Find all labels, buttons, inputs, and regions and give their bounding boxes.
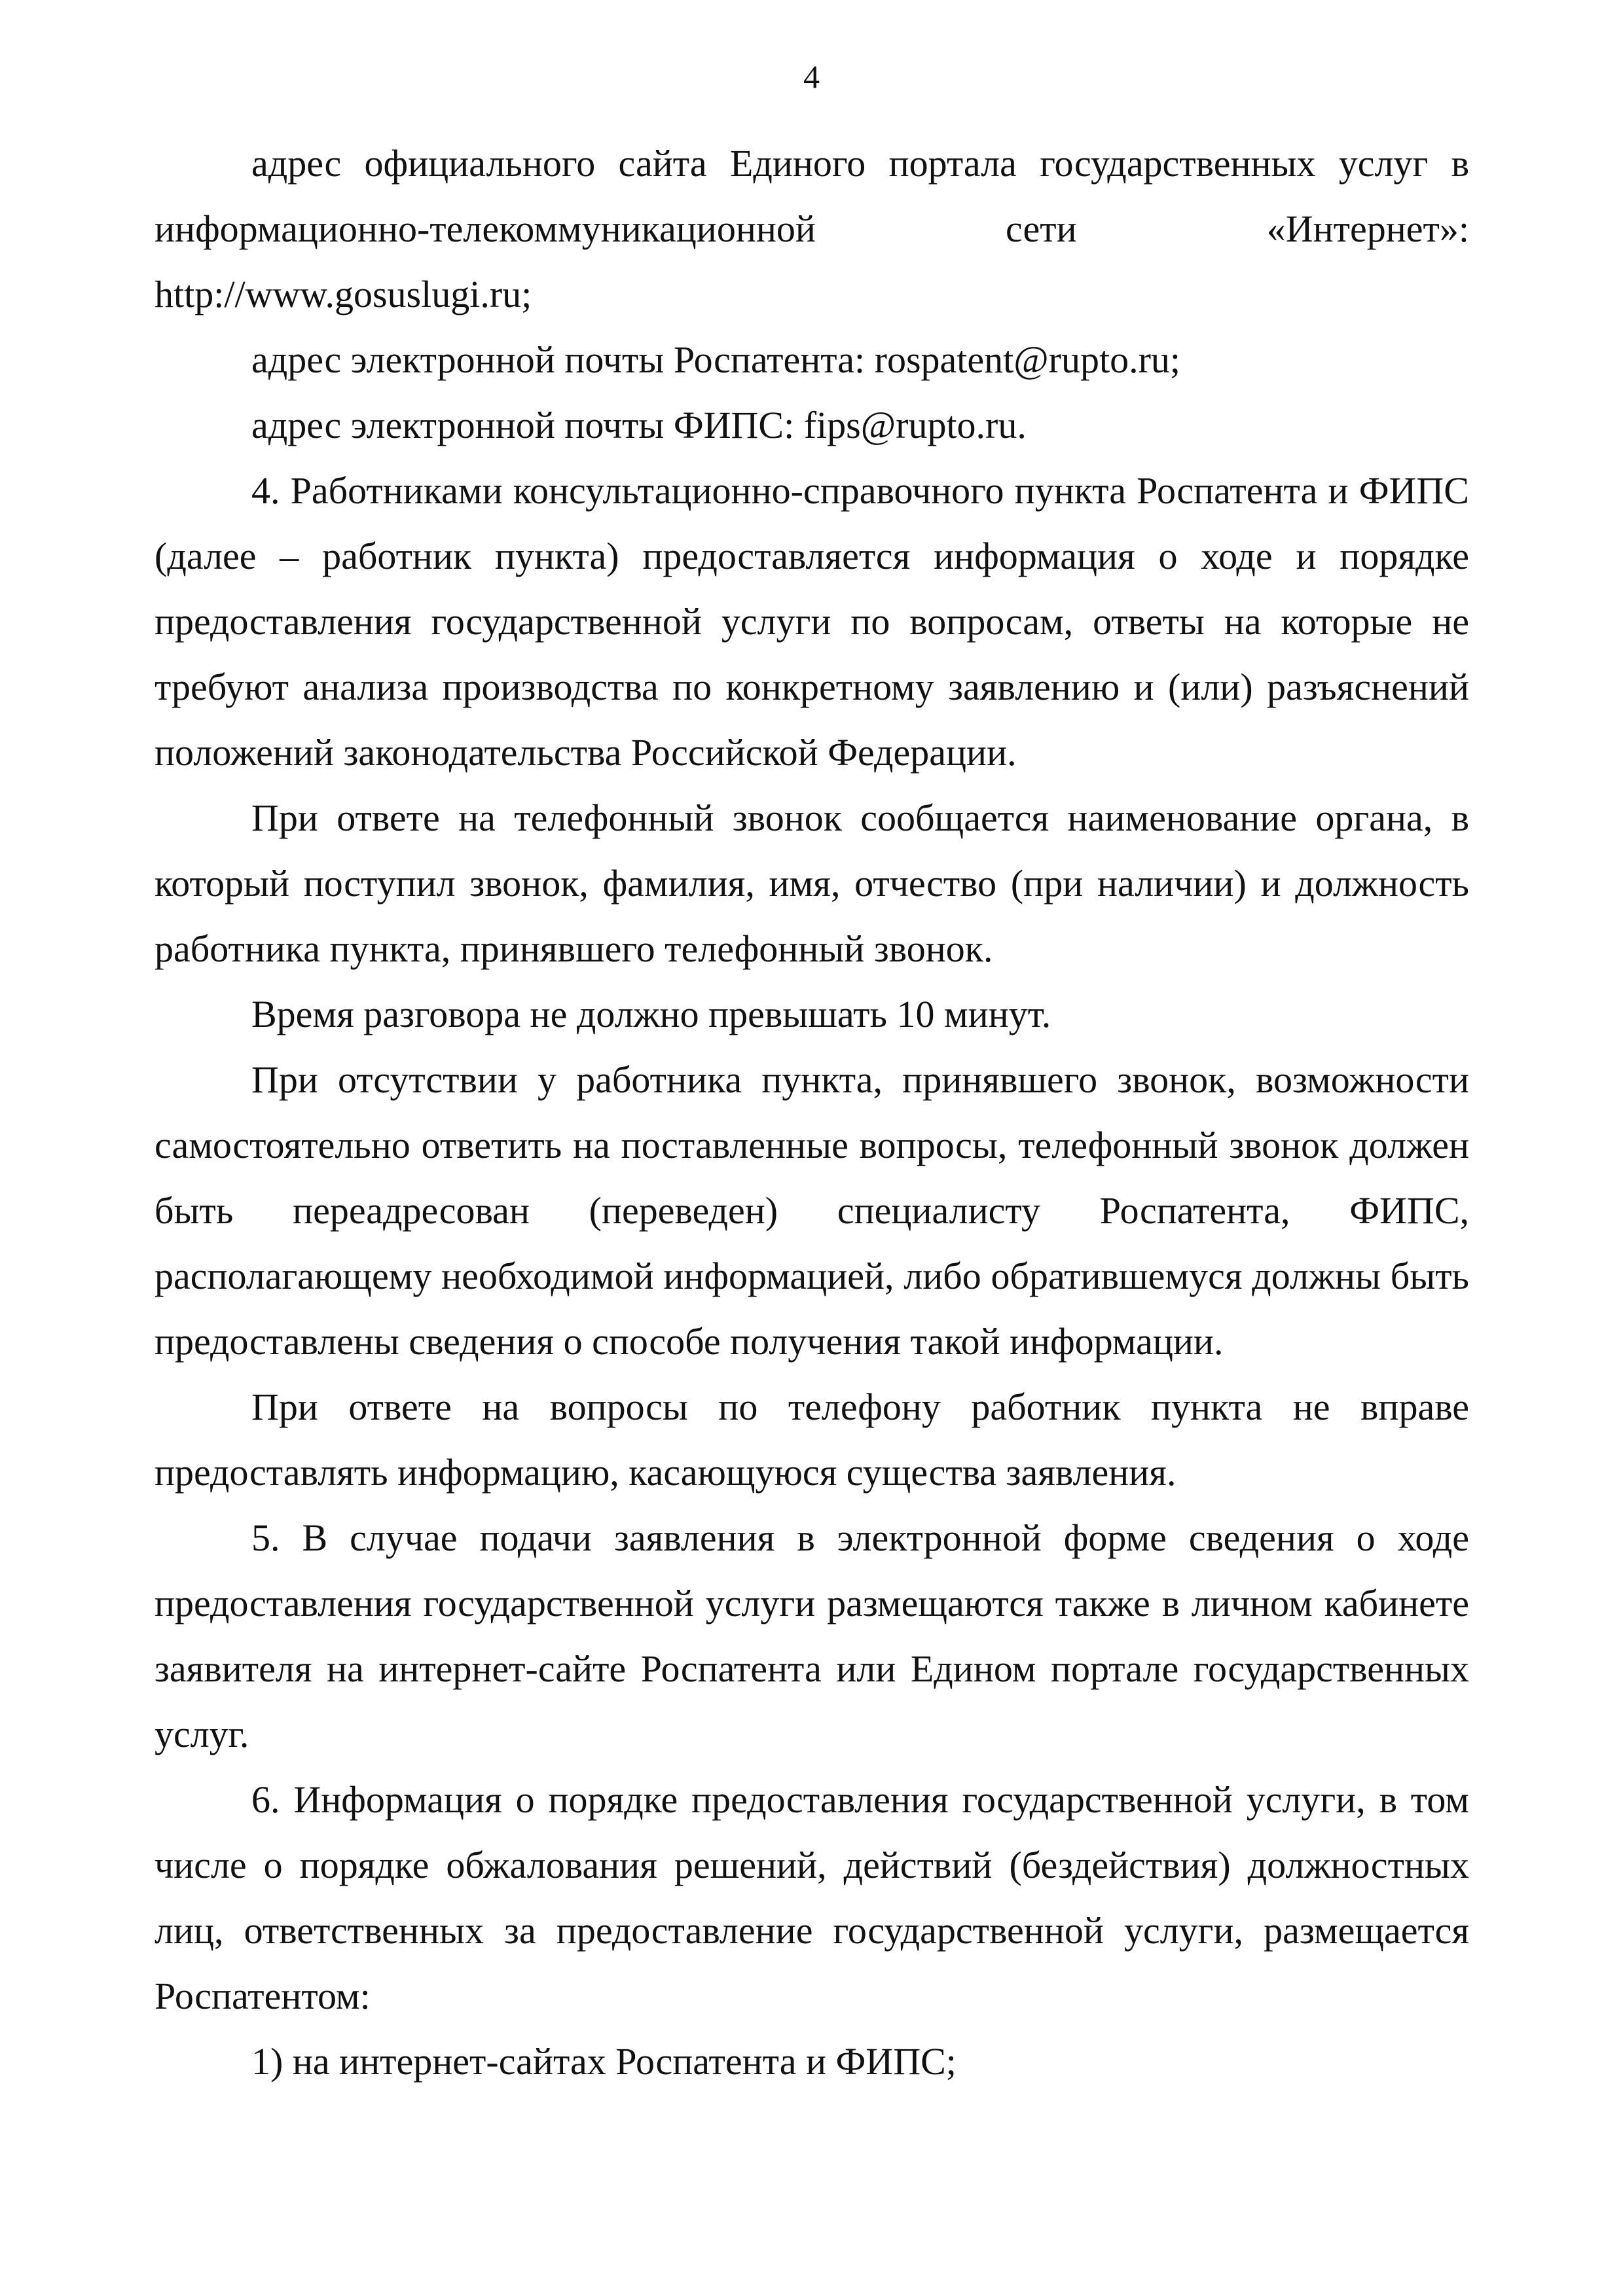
paragraph-rospatent-email: адрес электронной почты Роспатента: rospatent@rupto.ru; xyxy=(251,338,1181,381)
paragraph-portal-address: адрес официального сайта Единого портала государственных услуг в информационно-телекоммуникационной сети «Интернет»: http://www.gosuslugi.ru; xyxy=(155,142,1469,315)
paragraph-subitem-1: 1) на интернет-сайтах Роспатента и ФИПС; xyxy=(251,2040,957,2083)
paragraph-fips-email: адрес электронной почты ФИПС: fips@rupto.ru. xyxy=(251,404,1027,446)
document-body xyxy=(155,131,1469,2094)
paragraph-phone-call: При ответе на телефонный звонок сообщается наименование органа, в который поступил звонок, фамилия, имя, отчество (при наличии) и должность работника пункта, принявшего телефонный звонок. xyxy=(155,797,1469,970)
paragraph-phone-restriction: При ответе на вопросы по телефону работник пункта не вправе предоставлять информацию, касающуюся существа заявления. xyxy=(155,1386,1469,1494)
paragraph-item-5: 5. В случае подачи заявления в электронной форме сведения о ходе предоставления государственной услуги размещаются также в личном кабинете заявителя на интернет-сайте Роспатента или Едином портале государственных услуг. xyxy=(155,1516,1469,1755)
paragraph-call-redirect: При отсутствии у работника пункта, принявшего звонок, возможности самостоятельно ответить на поставленные вопросы, телефонный звонок должен быть переадресован (переведен) специалисту Роспатента, ФИПС, располагающему необходимой информацией, либо обратившемуся должны быть предоставлены сведения о способе получения такой информации. xyxy=(155,1058,1469,1363)
paragraph-call-duration: Время разговора не должно превышать 10 минут. xyxy=(251,993,1051,1035)
page-number: 4 xyxy=(803,58,820,95)
paragraph-item-6: 6. Информация о порядке предоставления государственной услуги, в том числе о порядке обжалования решений, действий (бездействия) должностных лиц, ответственных за предоставление государственной услуги, размещается Роспатентом: xyxy=(155,1778,1469,2017)
paragraph-item-4: 4. Работниками консультационно-справочного пункта Роспатента и ФИПС (далее – работник пункта) предоставляется информация о ходе и порядке предоставления государственной услуги по вопросам, ответы на которые не требуют анализа производства по конкретному заявлению и (или) разъяснений положений законодательства Российской Федерации. xyxy=(155,469,1469,774)
